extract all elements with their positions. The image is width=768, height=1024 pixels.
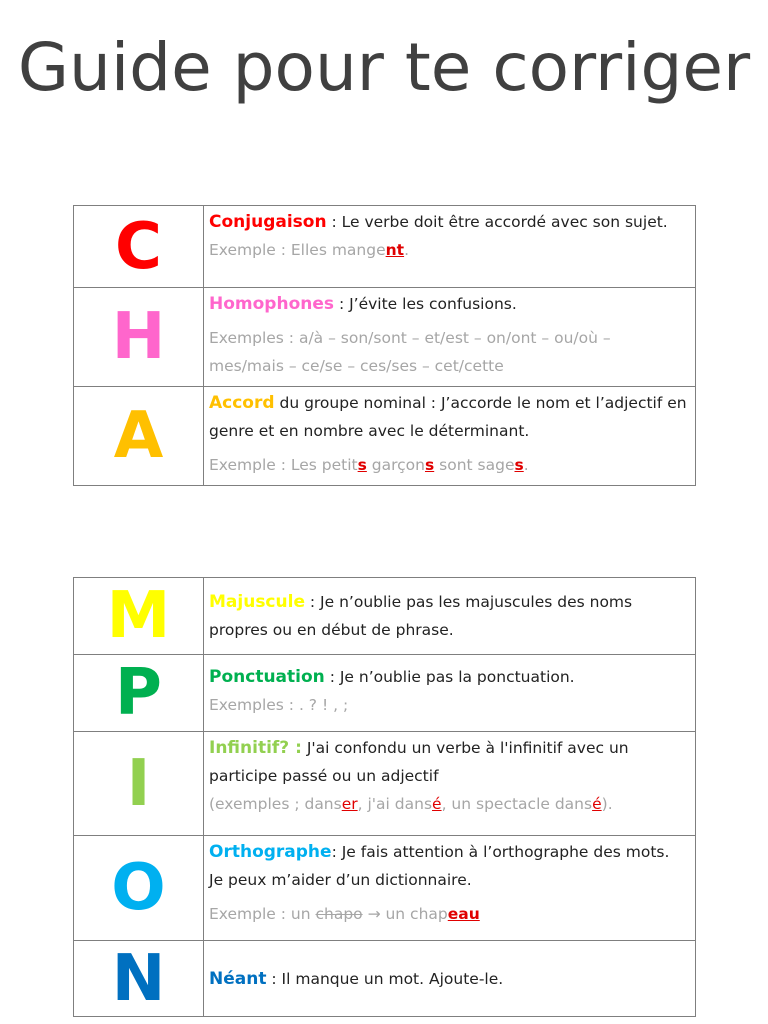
keyword-accord: Accord bbox=[209, 393, 275, 413]
text-neant: : Il manque un mot. Ajoute-le. bbox=[266, 969, 504, 988]
desc-infinitif bbox=[204, 732, 696, 836]
row-conjugaison bbox=[74, 206, 696, 288]
example-part: (exemples ; dans bbox=[209, 795, 342, 813]
text-accord: du groupe nominal : J’accorde le nom et l’adjectif en genre et en nombre avec le déterminant. bbox=[209, 394, 687, 440]
example-part: sont sage bbox=[434, 456, 515, 474]
text-homophones: : J’évite les confusions. bbox=[334, 295, 517, 313]
example-part: , j'ai dans bbox=[357, 795, 433, 813]
example-ending: s bbox=[514, 456, 524, 474]
keyword-ponctuation: Ponctuation bbox=[209, 667, 325, 687]
example-ending: é bbox=[432, 795, 442, 813]
example-part: ). bbox=[601, 795, 613, 813]
example-part: garçon bbox=[366, 456, 425, 474]
page-title: Guide pour te corriger bbox=[17, 29, 751, 106]
example-ending: eau bbox=[447, 905, 480, 923]
example-conjugaison bbox=[209, 241, 409, 259]
example-wrong-spelling: chapo bbox=[315, 905, 363, 923]
example-part: → un chap bbox=[362, 905, 448, 923]
keyword-homophones: Homophones bbox=[209, 294, 335, 314]
desc-accord bbox=[204, 387, 696, 486]
guide-table-mpion bbox=[73, 577, 696, 1017]
row-ponctuation bbox=[74, 655, 696, 732]
desc-orthographe bbox=[204, 836, 696, 941]
example-orthographe bbox=[209, 905, 480, 923]
row-orthographe bbox=[74, 836, 696, 941]
text-conjugaison: : Le verbe doit être accordé avec son sujet. bbox=[326, 213, 668, 231]
row-infinitif bbox=[74, 732, 696, 836]
text-orthographe: : Je fais attention à l’orthographe des mots. Je peux m’aider d’un dictionnaire. bbox=[209, 843, 670, 889]
example-part: . bbox=[523, 456, 529, 474]
text-majuscule: : Je n’oublie pas les majuscules des noms propres ou en début de phrase. bbox=[209, 593, 633, 639]
letter-n: N bbox=[74, 941, 204, 1017]
guide-table-cha bbox=[73, 205, 696, 486]
example-part: Exemple : Les petit bbox=[209, 456, 358, 474]
example-ending: nt bbox=[385, 241, 405, 259]
example-part: Exemple : un bbox=[209, 905, 316, 923]
example-part: Exemple : Elles mange bbox=[209, 241, 386, 259]
keyword-orthographe: Orthographe bbox=[209, 842, 332, 862]
desc-majuscule bbox=[204, 578, 696, 655]
example-accord bbox=[209, 456, 529, 474]
desc-conjugaison bbox=[204, 206, 696, 288]
row-accord bbox=[74, 387, 696, 486]
letter-m: M bbox=[74, 578, 204, 655]
keyword-majuscule: Majuscule bbox=[209, 592, 305, 612]
text-ponctuation: : Je n’oublie pas la ponctuation. bbox=[324, 668, 575, 686]
example-part: , un spectacle dans bbox=[441, 795, 593, 813]
text-infinitif: J'ai confondu un verbe à l'infinitif avec un participe passé ou un adjectif bbox=[209, 739, 629, 785]
row-homophones bbox=[74, 288, 696, 387]
example-ending: er bbox=[341, 795, 358, 813]
row-majuscule bbox=[74, 578, 696, 655]
example-ending: é bbox=[592, 795, 602, 813]
desc-ponctuation bbox=[204, 655, 696, 732]
letter-c: C bbox=[74, 206, 204, 288]
letter-i: I bbox=[74, 732, 204, 836]
example-part: . bbox=[404, 241, 410, 259]
example-ponctuation: Exemples : . ? ! , ; bbox=[209, 696, 349, 714]
example-homophones: Exemples : a/à – son/sont – et/est – on/ont – ou/où – mes/mais – ce/se – ces/ses – cet/cette bbox=[209, 329, 611, 375]
desc-neant bbox=[204, 941, 696, 1017]
letter-a: A bbox=[74, 387, 204, 486]
keyword-conjugaison: Conjugaison bbox=[209, 212, 327, 232]
keyword-infinitif: Infinitif? : bbox=[209, 738, 302, 758]
example-infinitif bbox=[209, 795, 613, 813]
letter-o: O bbox=[74, 836, 204, 941]
row-neant bbox=[74, 941, 696, 1017]
letter-p: P bbox=[74, 655, 204, 732]
desc-homophones bbox=[204, 288, 696, 387]
keyword-neant: Néant bbox=[209, 968, 267, 989]
example-ending: s bbox=[357, 456, 367, 474]
letter-h: H bbox=[74, 288, 204, 387]
example-ending: s bbox=[424, 456, 435, 474]
